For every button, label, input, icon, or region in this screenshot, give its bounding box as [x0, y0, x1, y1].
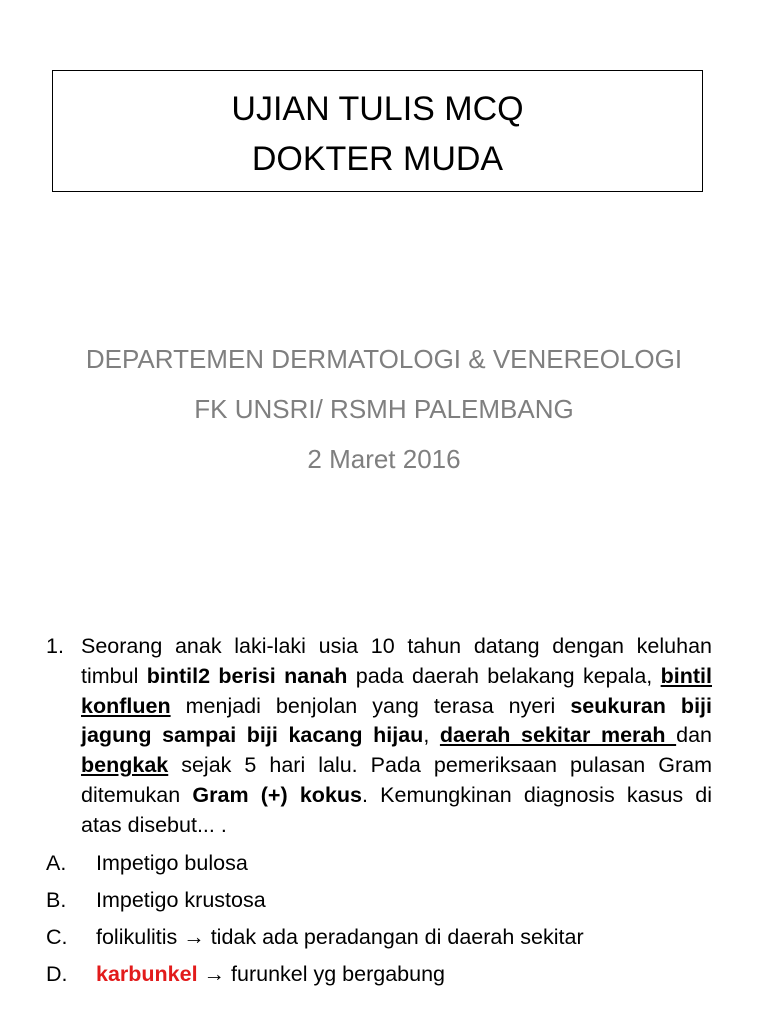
arrow-icon: →	[177, 924, 211, 949]
title-line-2: DOKTER MUDA	[251, 140, 504, 178]
option-text: Impetigo krustosa	[96, 887, 266, 912]
stem-bold: seukuran biji jagung sampai biji kacang hijau	[81, 693, 712, 748]
stem-text: menjadi benjolan yang terasa nyeri	[170, 693, 571, 718]
correct-answer-highlight: karbunkel	[96, 961, 198, 986]
question-number: 1.	[46, 634, 64, 658]
option-note: furunkel yg bergabung	[231, 961, 445, 986]
exam-date: 2 Maret 2016	[307, 444, 461, 474]
stem-text: ,	[423, 723, 440, 748]
answer-options	[46, 845, 712, 993]
option-d	[46, 956, 712, 993]
question-block	[46, 632, 712, 993]
option-letter: A.	[46, 850, 67, 875]
arrow-icon: →	[197, 961, 232, 986]
stem-bold-underline: bengkak	[81, 753, 169, 778]
option-letter: D.	[46, 961, 68, 986]
option-note: tidak ada peradangan di daerah sekitar	[210, 924, 584, 949]
stem-text: Seorang anak laki-laki usia 10 tahun datang dengan keluhan timbul	[81, 634, 712, 688]
stem-text: sejak 5 hari lalu. Pada pemeriksaan pulasan Gram ditemukan	[81, 753, 712, 807]
option-text: folikulitis	[96, 924, 178, 949]
option-letter: C.	[46, 924, 68, 949]
stem-bold: bintil2 berisi nanah	[146, 663, 348, 688]
stem-text: dan	[676, 723, 712, 748]
option-a	[46, 845, 712, 882]
option-c	[46, 919, 712, 956]
institution-name: FK UNSRI/ RSMH PALEMBANG	[194, 394, 574, 424]
subtitle-block	[0, 334, 768, 484]
department-name: DEPARTEMEN DERMATOLOGI & VENEREOLOGI	[85, 344, 683, 374]
stem-bold: Gram (+) kokus	[192, 782, 362, 807]
option-text: Impetigo bulosa	[96, 850, 248, 875]
title-box	[52, 70, 703, 192]
option-b	[46, 882, 712, 919]
stem-bold-underline: daerah sekitar merah	[439, 723, 677, 748]
stem-text: pada daerah belakang kepala,	[347, 663, 661, 688]
stem-text: . Kemungkinan diagnosis kasus di atas disebut... .	[81, 782, 713, 837]
title-line-1: UJIAN TULIS MCQ	[231, 90, 524, 128]
stem-bold-underline: bintil konfluen	[81, 663, 712, 718]
option-letter: B.	[46, 887, 67, 912]
question-stem	[46, 632, 712, 841]
